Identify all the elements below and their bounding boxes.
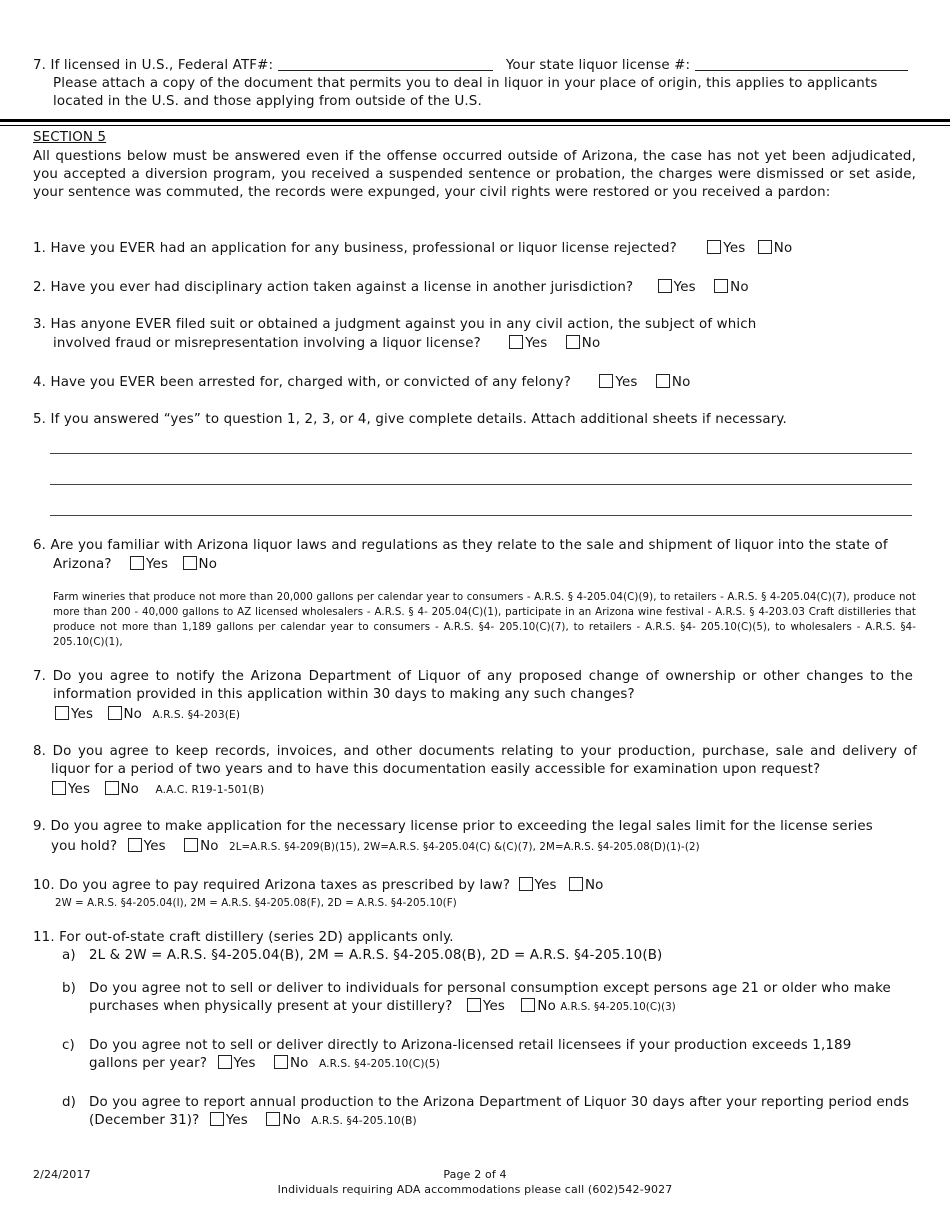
details-line-1[interactable]	[50, 453, 912, 454]
question-8: 8. Do you agree to keep records, invoices, and other documents relating to your production, purchase, sale and delivery of liquor for a period of two years and to have this documentation easily accessible for examination upon request?	[33, 744, 917, 777]
q10-no-checkbox[interactable]	[569, 877, 583, 891]
q11a-label: a)	[62, 948, 76, 963]
q1-yes-checkbox[interactable]	[707, 240, 721, 254]
question-8-answers: Yes No A.A.C. R19-1-501(B)	[52, 781, 264, 799]
question-5: 5. If you answered “yes” to question 1, 2, 3, or 4, give complete details. Attach additional sheets if necessary.	[33, 412, 787, 427]
q2-yes-checkbox[interactable]	[658, 279, 672, 293]
question-9: 9. Do you agree to make application for the necessary license prior to exceeding the legal sales limit for the license series	[33, 819, 873, 834]
q11c-label: c)	[62, 1038, 75, 1053]
farm-winery-note: Farm wineries that produce not more than 20,000 gallons per calendar year to consumers - A.R.S. § 4-205.04(C)(9), to retailers - A.R.S. § 4-205.04(C)(7), produce not more than 200 - 40,000 gallons to AZ licensed wholesalers - A.R.S. § 4- 205.04(C)(1), participate in an Arizona wine festival - A.R.S. § 4-203.03 Craft distilleries that produce not more than 1,189 gallons per calendar year to consumers - A.R.S. §4- 205.10(C)(7), to retailers - A.R.S. §4- 205.10(C)(5), to wholesalers - A.R.S. §4- 205.10(C)(1),	[53, 592, 916, 648]
q11d-no-checkbox[interactable]	[266, 1112, 280, 1126]
footer-page-number: Page 2 of 4	[443, 1168, 507, 1181]
question-4: 4. Have you EVER been arrested for, charged with, or convicted of any felony? Yes No	[33, 375, 691, 390]
details-line-2[interactable]	[50, 484, 912, 485]
question-1: 1. Have you EVER had an application for any business, professional or liquor license rejected? Yes No	[33, 241, 793, 256]
q11c-no-checkbox[interactable]	[274, 1055, 288, 1069]
question-10: 10. Do you agree to pay required Arizona taxes as prescribed by law? Yes No	[33, 878, 604, 893]
footer-date: 2/24/2017	[33, 1168, 91, 1181]
question-3: 3. Has anyone EVER filed suit or obtained a judgment against you in any civil action, the subject of which	[33, 317, 757, 332]
q11b-no-checkbox[interactable]	[521, 998, 535, 1012]
question-2: 2. Have you ever had disciplinary action taken against a license in another jurisdiction? Yes No	[33, 280, 749, 295]
state-liquor-license-field[interactable]	[695, 57, 908, 71]
q3-no-checkbox[interactable]	[566, 335, 580, 349]
footer-ada-note: Individuals requiring ADA accommodations please call (602)542-9027	[277, 1183, 673, 1196]
q6-no-checkbox[interactable]	[183, 556, 197, 570]
q11a-text: 2L & 2W = A.R.S. §4-205.04(B), 2M = A.R.S. §4-205.08(B), 2D = A.R.S. §4-205.10(B)	[89, 948, 663, 963]
q8-yes-checkbox[interactable]	[52, 781, 66, 795]
q4-no-checkbox[interactable]	[656, 374, 670, 388]
question-7-answers: Yes No A.R.S. §4-203(E)	[55, 706, 240, 724]
details-line-3[interactable]	[50, 515, 912, 516]
section-intro: All questions below must be answered even if the offense occurred outside of Arizona, the case has not yet been adjudicated, you accepted a diversion program, you received a suspended sentence or probation, the charges were dismissed or set aside, your sentence was commuted, the records were expunged, your civil rights were restored or you received a pardon:	[33, 149, 916, 200]
q11c-yes-checkbox[interactable]	[218, 1055, 232, 1069]
q7-yes-checkbox[interactable]	[55, 706, 69, 720]
q2-no-checkbox[interactable]	[714, 279, 728, 293]
q11d-label: d)	[62, 1095, 77, 1110]
q7-no-checkbox[interactable]	[108, 706, 122, 720]
q9-no-checkbox[interactable]	[184, 838, 198, 852]
q11c: Do you agree not to sell or deliver directly to Arizona-licensed retail licensees if your production exceeds 1,189 gallons per year? Yes No A.R.S. §4-205.10(C)(5)	[89, 1038, 852, 1071]
atf-license-line: 7. If licensed in U.S., Federal ATF#: Your state liquor license #:	[33, 57, 923, 75]
federal-atf-field[interactable]	[278, 57, 493, 71]
section-divider-bottom	[0, 125, 950, 126]
q10-yes-checkbox[interactable]	[519, 877, 533, 891]
question-3-cont: involved fraud or misrepresentation involving a liquor license? Yes No	[53, 336, 601, 351]
q1-no-checkbox[interactable]	[758, 240, 772, 254]
q11b: Do you agree not to sell or deliver to individuals for personal consumption except persons age 21 or older who make purchases when physically present at your distillery? Yes No A.R.S. §4-205.10(C)(3)	[89, 981, 891, 1014]
question-9-cont: you hold? Yes No 2L=A.R.S. §4-209(B)(15), 2W=A.R.S. §4-205.04(C) &(C)(7), 2M=A.R.S. §4-205.08(D)(1)-(2)	[51, 839, 700, 854]
q11b-label: b)	[62, 981, 77, 996]
attach-copy-note-1: Please attach a copy of the document that permits you to deal in liquor in your place of origin, this applies to applicants	[53, 76, 878, 91]
question-7: 7. Do you agree to notify the Arizona Department of Liquor of any proposed change of ownership or other changes to the information provided in this application within 30 days to making any such changes?	[33, 669, 913, 702]
question-11: 11. For out-of-state craft distillery (series 2D) applicants only.	[33, 930, 454, 945]
q8-no-checkbox[interactable]	[105, 781, 119, 795]
q9-yes-checkbox[interactable]	[128, 838, 142, 852]
q11b-yes-checkbox[interactable]	[467, 998, 481, 1012]
question-10-ref: 2W = A.R.S. §4-205.04(I), 2M = A.R.S. §4-205.08(F), 2D = A.R.S. §4-205.10(F)	[55, 898, 457, 909]
section-divider-top	[0, 119, 950, 122]
q11d: Do you agree to report annual production to the Arizona Department of Liquor 30 days after your reporting period ends (December 31)? Yes No A.R.S. §4-205.10(B)	[89, 1095, 910, 1128]
q3-yes-checkbox[interactable]	[509, 335, 523, 349]
q6-yes-checkbox[interactable]	[130, 556, 144, 570]
q11d-yes-checkbox[interactable]	[210, 1112, 224, 1126]
question-6: 6. Are you familiar with Arizona liquor laws and regulations as they relate to the sale and shipment of liquor into the state of	[33, 538, 888, 553]
section-title: SECTION 5	[33, 130, 107, 145]
question-6-cont: Arizona? Yes No	[53, 557, 218, 572]
q4-yes-checkbox[interactable]	[599, 374, 613, 388]
attach-copy-note-2: located in the U.S. and those applying from outside of the U.S.	[53, 94, 482, 109]
